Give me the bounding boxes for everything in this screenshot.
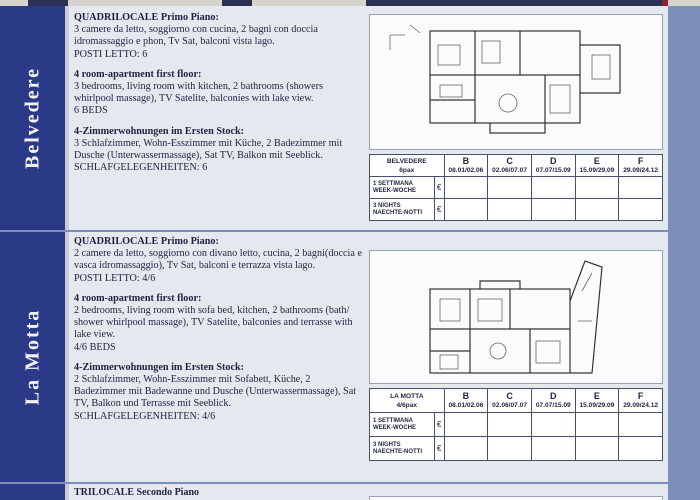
german-title: 4-Zimmerwohnungen im Ersten Stock: bbox=[74, 125, 245, 137]
table-row bbox=[370, 199, 663, 221]
price-cell bbox=[488, 177, 532, 199]
price-cell bbox=[444, 413, 488, 437]
description bbox=[74, 236, 364, 431]
sidebar-edge bbox=[65, 232, 69, 482]
english-title: 4 room-apartment first floor: bbox=[74, 292, 202, 304]
apartment-section-belvedere bbox=[0, 6, 668, 230]
english-beds: 6 BEDS bbox=[74, 105, 108, 117]
currency-symbol: € bbox=[434, 177, 444, 199]
german-body: 2 Schlafzimmer, Wohn-Esszimmer mit Sofabett, Küche, 2 Badezimmer mit Badewanne und Dusche (Unterwassermassage), Sat TV, Balkon und Terrasse mit Seeblick. bbox=[74, 374, 357, 410]
price-cell bbox=[444, 199, 488, 221]
season-header: F 29.09/24.12 bbox=[619, 389, 663, 413]
italian-title: QUADRILOCALE Primo Piano: bbox=[74, 12, 219, 23]
description bbox=[74, 12, 364, 182]
table-apartment-name: BELVEDERE bbox=[386, 157, 427, 165]
apartment-name: La Motta bbox=[21, 308, 43, 406]
english-beds: 4/6 BEDS bbox=[74, 341, 116, 353]
german-description bbox=[74, 126, 364, 175]
row-label: 3 NIGHTS NAECHTE-NOTTI bbox=[370, 437, 435, 461]
season-header: B 08.01/02.06 bbox=[444, 155, 488, 177]
apartment-section-next bbox=[0, 484, 668, 500]
price-cell bbox=[575, 199, 619, 221]
english-title: 4 room-apartment first floor: bbox=[74, 68, 202, 80]
sidebar-edge bbox=[65, 484, 69, 500]
season-header: E 15.09/29.09 bbox=[575, 155, 619, 177]
italian-title: QUADRILOCALE Primo Piano: bbox=[74, 236, 219, 247]
price-table bbox=[369, 388, 663, 461]
price-table bbox=[369, 154, 663, 221]
apartment-section-la-motta bbox=[0, 232, 668, 482]
german-body: 3 Schlafzimmer, Wohn-Esszimmer mit Küche, 2 Badezimmer mit Dusche (Unterwassermassage), Sat TV, Balkon mit Seeblick. bbox=[74, 137, 343, 162]
german-title: 4-Zimmerwohnungen im Ersten Stock: bbox=[74, 361, 245, 373]
english-description bbox=[74, 293, 364, 354]
english-description bbox=[74, 69, 364, 118]
price-cell bbox=[575, 413, 619, 437]
sidebar-edge bbox=[65, 6, 69, 230]
german-beds: SCHLAFGELEGENHEITEN: 4/6 bbox=[74, 410, 216, 422]
floor-plan-drawing bbox=[370, 15, 662, 149]
season-header: D 07.07/15.09 bbox=[531, 389, 575, 413]
price-cell bbox=[619, 177, 663, 199]
floor-plan-drawing bbox=[370, 251, 662, 383]
price-cell bbox=[575, 177, 619, 199]
italian-body: 3 camere da letto, soggiorno con cucina, 2 bagni con doccia idromassaggio e phon, Tv Sat, balconi vista lago. bbox=[74, 24, 318, 48]
table-apartment-name: LA MOTTA bbox=[390, 392, 424, 400]
price-cell bbox=[488, 199, 532, 221]
sidebar-tab bbox=[0, 232, 65, 482]
price-table-name bbox=[370, 389, 445, 413]
price-cell bbox=[531, 199, 575, 221]
price-cell bbox=[531, 177, 575, 199]
season-header: F 29.09/24.12 bbox=[619, 155, 663, 177]
italian-description bbox=[74, 236, 364, 285]
next-apartment-title: TRILOCALE Secondo Piano bbox=[74, 487, 200, 498]
table-row bbox=[370, 177, 663, 199]
german-description bbox=[74, 362, 364, 423]
table-pax: 4/6pax bbox=[396, 401, 418, 409]
floor-plan bbox=[369, 250, 663, 384]
price-cell bbox=[488, 413, 532, 437]
price-cell bbox=[488, 437, 532, 461]
sidebar-tab bbox=[0, 484, 65, 500]
price-table-name bbox=[370, 155, 445, 177]
price-cell bbox=[575, 437, 619, 461]
price-cell bbox=[531, 413, 575, 437]
table-pax: 6pax bbox=[399, 166, 415, 174]
english-body: 3 bedrooms, living room with kitchen, 2 bathrooms (showers whirlpool massage), TV Satelite, balconies with lake view. bbox=[74, 81, 323, 105]
italian-beds: POSTI LETTO: 6 bbox=[74, 48, 148, 60]
floor-plan bbox=[369, 14, 663, 150]
row-label: 1 SETTIMANA WEEK-WOCHE bbox=[370, 177, 435, 199]
table-row bbox=[370, 437, 663, 461]
row-label: 1 SETTIMANA WEEK-WOCHE bbox=[370, 413, 435, 437]
row-label: 3 NIGHTS NAECHTE-NOTTI bbox=[370, 199, 435, 221]
season-header: B 08.01/02.06 bbox=[444, 389, 488, 413]
season-header: C 02.06/07.07 bbox=[488, 155, 532, 177]
italian-body: 2 camere da letto, soggiorno con divano letto, cucina, 2 bagni(doccia e vasca idromassaggio), Tv Sat, balconi e terrazza vista lago. bbox=[74, 248, 362, 272]
italian-beds: POSTI LETTO: 4/6 bbox=[74, 272, 156, 284]
price-cell bbox=[619, 437, 663, 461]
price-cell bbox=[531, 437, 575, 461]
season-header: C 02.06/07.07 bbox=[488, 389, 532, 413]
currency-symbol: € bbox=[434, 199, 444, 221]
german-beds: SCHLAFGELEGENHEITEN: 6 bbox=[74, 162, 208, 174]
season-header: E 15.09/29.09 bbox=[575, 389, 619, 413]
currency-symbol: € bbox=[434, 413, 444, 437]
english-body: 2 bedrooms, living room with sofa bed, kitchen, 2 bathrooms (bath/ shower whirlpool massage), TV Satelite, balconies and terrasse with lake view. bbox=[74, 305, 353, 341]
table-row bbox=[370, 413, 663, 437]
currency-symbol: € bbox=[434, 437, 444, 461]
price-cell bbox=[444, 437, 488, 461]
price-cell bbox=[619, 199, 663, 221]
price-cell bbox=[619, 413, 663, 437]
price-cell bbox=[444, 177, 488, 199]
italian-description bbox=[74, 12, 364, 61]
season-header: D 07.07/15.09 bbox=[531, 155, 575, 177]
floor-plan bbox=[369, 496, 663, 500]
apartment-name: Belvedere bbox=[21, 66, 43, 170]
sidebar-tab bbox=[0, 6, 65, 230]
